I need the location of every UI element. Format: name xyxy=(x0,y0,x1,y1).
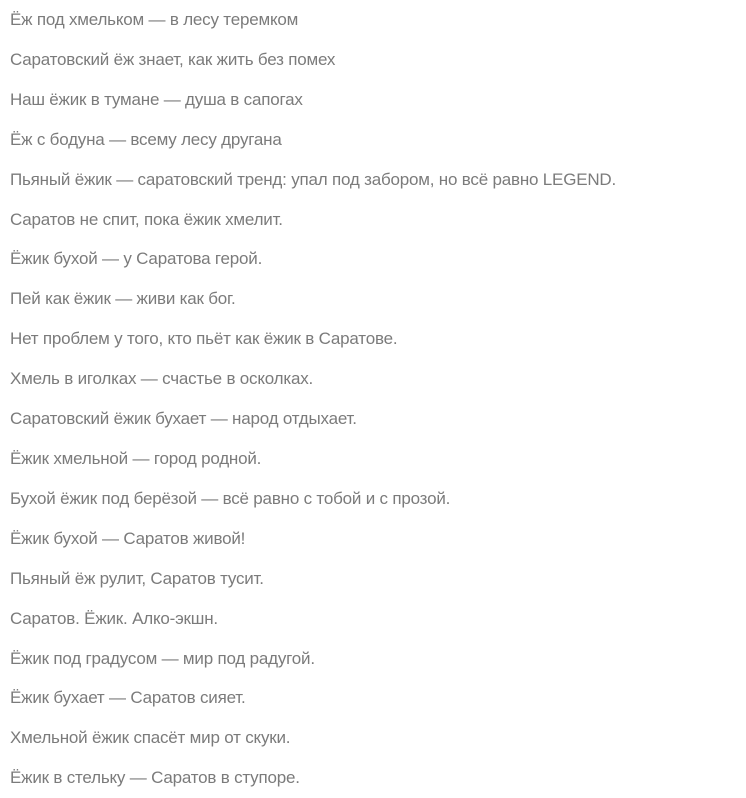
slogan-line: Пьяный ёжик — саратовский тренд: упал под забором, но всё равно LEGEND. xyxy=(10,169,617,189)
slogan-line: Саратов. Ёжик. Алко-экшн. xyxy=(10,608,218,628)
slogan-line: Ёж под хмельком — в лесу теремком xyxy=(10,10,299,29)
slogan-line: Саратовский ёж знает, как жить без помех xyxy=(10,49,336,69)
slogan-line: Хмель в иголках — счастье в осколках. xyxy=(10,369,314,389)
slogan-line: Хмельной ёжик спасёт мир от скуки. xyxy=(10,728,291,748)
slogan-line: Саратовский ёжик бухает — народ отдыхает. xyxy=(10,409,357,429)
slogan-line: Бухой ёжик под берёзой — всё равно с тобой и с прозой. xyxy=(10,488,451,508)
slogan-line: Ёжик в стельку — Саратов в ступоре. xyxy=(10,768,300,788)
slogan-line: Пей как ёжик — живи как бог. xyxy=(10,289,236,309)
slogan-line: Ёж с бодуна — всему лесу другана xyxy=(10,129,282,149)
slogan-line: Ёжик под градусом — мир под радугой. xyxy=(10,648,315,668)
slogan-line: Нет проблем у того, кто пьёт как ёжик в Саратове. xyxy=(10,329,398,349)
slogan-line: Ёжик бухает — Саратов сияет. xyxy=(10,688,246,708)
slogan-line: Ёжик бухой — у Саратова герой. xyxy=(10,249,263,269)
slogan-line: Наш ёжик в тумане — душа в сапогах xyxy=(10,89,303,109)
slogan-line: Ёжик бухой — Саратов живой! xyxy=(10,528,246,548)
slogan-line: Ёжик хмельной — город родной. xyxy=(10,448,262,468)
slogan-line: Саратов не спит, пока ёжик хмелит. xyxy=(10,209,283,229)
slogan-line: Пьяный ёж рулит, Саратов тусит. xyxy=(10,568,264,588)
